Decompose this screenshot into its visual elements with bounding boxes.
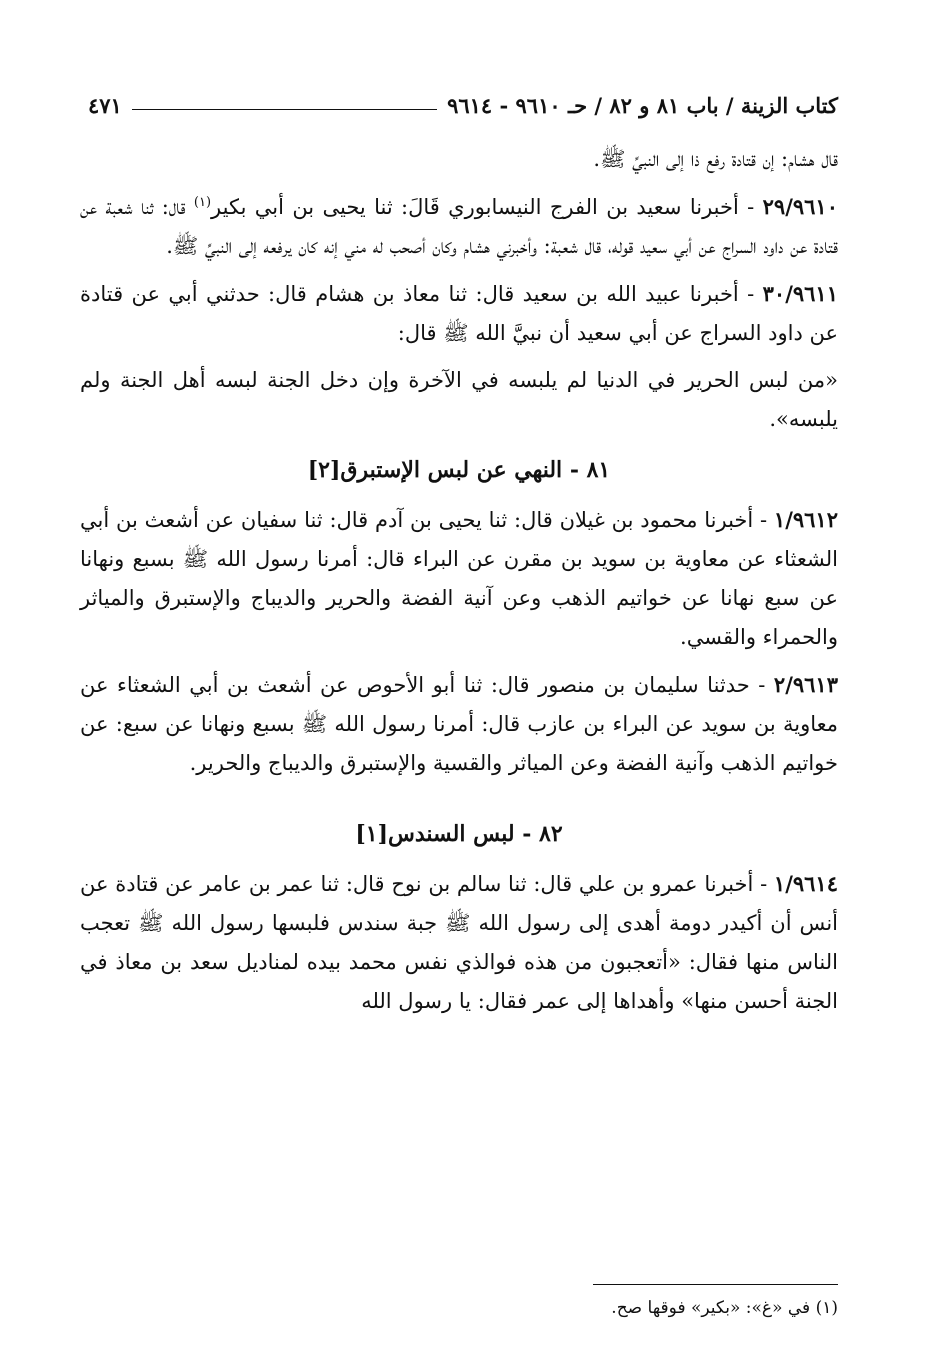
hadith-9610 [80,187,838,266]
heading-ref: [٢] [307,457,341,483]
header-title: كتاب الزينة / باب ٨١ و ٨٢ / حـ ٩٦١٠ - ٩٦١٤ [447,92,838,118]
main-text [80,140,838,1029]
heading-ref: [١] [355,821,389,847]
hadith-text: - أخبرنا محمود بن غيلان قال: ثنا يحيى بن آدم قال: ثنا سفيان عن أشعث بن أبي الشعثاء عن معاوية بن سويد بن مقرن عن البراء قال: أمرنا رسول الله ﷺ بسبع ونهانا عن سبع نهانا عن خواتيم الذهب وعن آنية الفضة والحرير والديباج والإستبرق والمياثر والحمراء والقسي. [80,508,838,649]
footnote-text: (١) في «غ»: «بكير» فوقها صح. [611,1298,838,1318]
paragraph-text: قال هشام: إن قتادة رفع ذا إلى النبيِّ ﷺ. [593,147,838,171]
hadith-number: ٣٠/٩٦١١ [762,281,838,306]
page-number: ٤٧١ [88,92,122,118]
footnote-reference[interactable]: (١) [193,195,212,210]
footnote [80,1298,838,1318]
hadith-text-cont: قال: ثنا شعبة عن قتادة عن داود السراج عن أبي سعيد قوله، قال شعبة: وأخبرني هشام وكان أصحب له مني إنه كان يرفعه إلى النبيِّ ﷺ. [80,195,838,258]
hadith-quote [80,361,838,439]
chapter-heading-82 [80,815,838,854]
hadith-number: ١/٩٦١٢ [773,507,838,532]
hadith-number: ٢٩/٩٦١٠ [762,194,838,219]
hadith-9614 [80,864,838,1021]
hadith-text: - أخبرنا عبيد الله بن سعيد قال: ثنا معاذ بن هشام قال: حدثني أبي عن قتادة عن داود السراج عن أبي سعيد أن نبيَّ الله ﷺ قال: [80,282,838,345]
hadith-number: ١/٩٦١٤ [773,871,838,896]
hadith-text: - أخبرنا سعيد بن الفرج النيسابوري قَالَ: ثنا يحيى بن أبي بكير [211,195,763,219]
hadith-text: - حدثنا سليمان بن منصور قال: ثنا أبو الأحوص عن أشعث بن أبي الشعثاء عن معاوية بن سويد عن البراء بن عازب قال: أمرنا رسول الله ﷺ بسبع ونهانا عن سبع: عن خواتيم الذهب وآنية الفضة وعن المياثر والقسية والإستبرق والديباج والحرير. [80,673,838,775]
hadith-number: ٢/٩٦١٣ [773,672,838,697]
hadith-9612 [80,500,838,657]
chapter-heading-81 [80,451,838,490]
quote-text: «من لبس الحرير في الدنيا لم يلبسه في الآخرة وإن دخل الجنة لبسه أهل الجنة ولم يلبسه». [80,368,838,431]
hadith-9611 [80,274,838,353]
footnote-divider [593,1284,838,1285]
paragraph-0 [80,140,838,179]
heading-text: ٨١ - النهي عن لبس الإستبرق [340,457,611,483]
hadith-text: - أخبرنا عمرو بن علي قال: ثنا سالم بن نوح قال: ثنا عمر بن عامر عن قتادة عن أنس أن أكيدر دومة أهدى إلى رسول الله ﷺ جبة سندس فلبسها رسول الله ﷺ تعجب الناس منها فقال: «أتعجبون من هذه فوالذي نفس محمد بيده لمناديل سعد بن معاذ في الجنة أحسن منها» وأهداها إلى عمر فقال: يا رسول الله [80,872,838,1013]
hadith-9613 [80,665,838,783]
running-header [88,88,838,122]
heading-text: ٨٢ - لبس السندس [388,821,563,847]
header-rule [132,109,437,110]
